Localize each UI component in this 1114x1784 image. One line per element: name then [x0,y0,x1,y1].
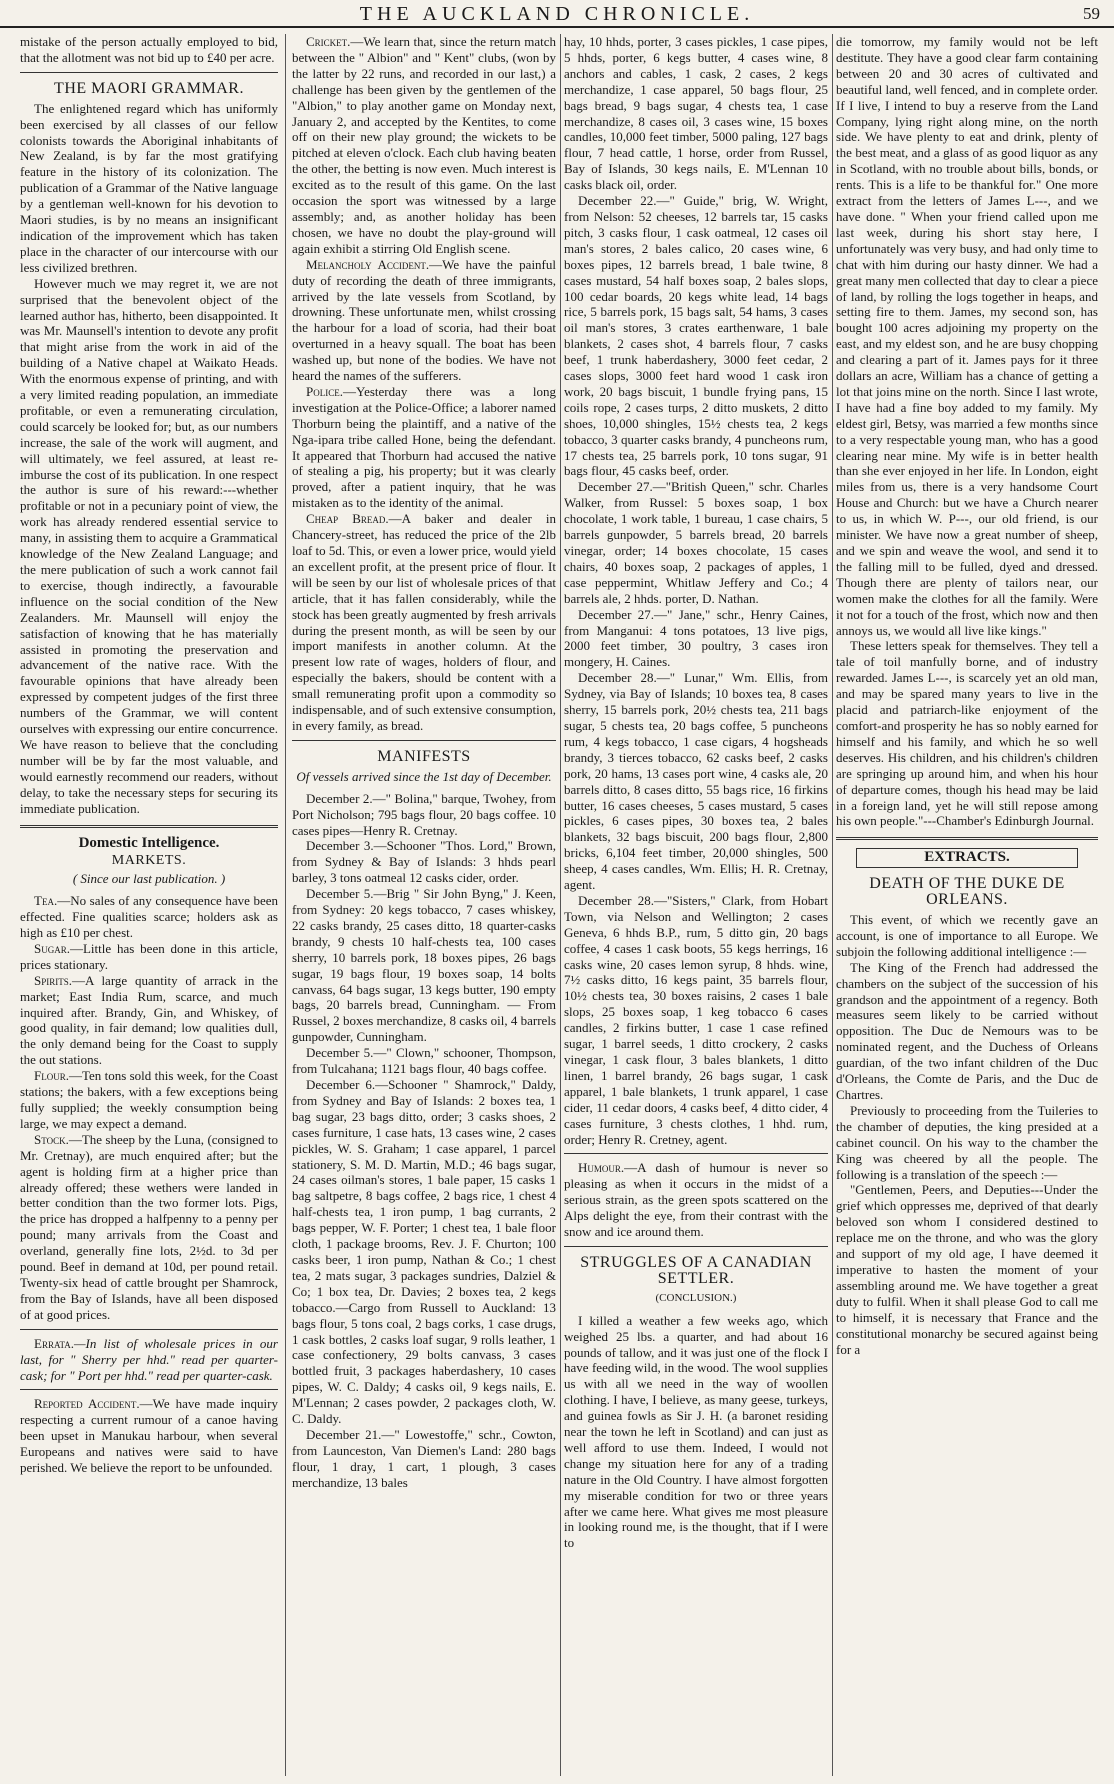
masthead [0,0,1114,28]
column-rule-1 [285,34,286,1776]
reported-accident-notice: Reported Accident.—We have made inquiry respecting a current rumour of a canoe having been upset in Manukau harbour, when several Europeans and natives were said to have perished. We believe the report to be unfounded. [20,1396,278,1476]
section-divider [20,825,278,828]
column-2 [292,34,556,1776]
manifest-entry: December 21.—" Lowestoffe," schr., Cowton, from Launceston, Van Diemen's Land: 280 bags flour, 1 dray, 1 cart, 1 plough, 3 cases merchandize, 13 bales [292,1426,556,1490]
duke-orleans-heading: DEATH OF THE DUKE DE ORLEANS. [869,875,1065,909]
duke-orleans-paragraph-3: Previously to proceeding from the Tuileries to the chamber of deputies, the king presided at a cabinet council. On his way to the chamber the King was cheered by all the people. The following is a translation of the speech :— [836,1102,1098,1182]
melancholy-accident-notice: Melancholy Accident.—We have the painful duty of recording the death of three immigrants, arrived by the late vessels from Scotland, by drowning. These unfortunate men, whilst crossing the harbour for a load of scoria, had their boat overturned in a heavy squall. The boat has been washed up, but none of the bodies. We have not heard the names of the sufferers. [292,256,556,384]
domestic-intelligence-heading: Domestic Intelligence. [78,834,220,851]
manifest-entry: December 3.—Schooner "Thos. Lord," Brown, from Sydney & Bay of Islands: 3 hhds pearl barley, 3 tons oatmeal 12 casks cider, order. [292,838,556,886]
divider [20,1329,278,1330]
market-item-tea: Tea.—No sales of any consequence have been effected. Fine qualities scarce; holders ask as high as £10 per chest. [20,893,278,941]
duke-orleans-paragraph-2: The King of the French had addressed the chambers on the subject of the succession of his grandson and the appointment of a regency. Both measures seem likely to be carried without opposition. The Duc de Nemours was to be nominated regent, and the Duchess of Orleans guardian, of the two infant children of the Duc d'Orleans, the Comte de Paris, and the Duc de Chartres. [836,959,1098,1102]
maori-grammar-paragraph-2: However much we may regret it, we are not surprised that the benevolent object of the learned author has, hitherto, been disappointed. It was Mr. Maunsell's intention to devote any profit that might arise from the work in aid of the building of a Native chapel at Waikato Heads. With the enormous expense of printing, and with a very limited reading population, an immediate profitable, or even a remunerating circulation, could scarcely be looked for; but, as our numbers increase, the sale of the work will augment, and will ultimately, we feel assured, at least re-imburse the cost of its publication. In one respect the author is sure of his reward:---whether profitable or not in a pecuniary point of view, the work has already rendered essential service to many, in assisting them to acquire a Grammatical knowledge of the New Zealand Language; and the mere publication of such a work cannot fail to exercise, though indirectly, a favourable influence on the social condition of the New Zealanders. Mr. Maunsell will enjoy the satisfaction of knowing that he has materially assisted in promoting the preservation and advancement of the native race. With the favourable opinions that have already been expressed by competent judges of the first three numbers of the Grammar, we will content ourselves with expressing our entire concurrence. We have reason to believe that the concluding number will be by far the most valuable, and would earnestly recommend our readers, without delay, to take the necessary steps for securing its immediate publication. [20,275,278,816]
canadian-settler-paragraph: I killed a weather a few weeks ago, which weighed 25 lbs. a quarter, and had about 16 pounds of tallow, and it was just one of the flock I have feeding wild, in the wood. The wool supplies us with all we need in the way of woollen clothing. I have, I believe, as many geese, turkeys, and guinea fowls as Sir J. H. (a baronet residing near the town he left in Scotland) and can just as well afford to use them. Indeed, I would not change my situation here for any of a trading nature in the Old Country. I have almost forgotten my miserable condition for two or three years after we came here. What gives me most pleasure in looking round me, is the thought, that if I were to [564,1312,828,1551]
divider [564,1153,828,1154]
maori-grammar-heading: THE MAORI GRAMMAR. [54,79,244,97]
divider [20,72,278,73]
article-continuation: mistake of the person actually employed to bid, that the allotment was not bid up to £40 per acre. [20,34,278,65]
divider [564,1246,828,1247]
manifest-entry: December 5.—" Clown," schooner, Thompson, from Tulcahana; 1121 bags flour, 40 bags coffee. [292,1045,556,1077]
duke-orleans-paragraph-1: This event, of which we recently gave an account, is one of importance to all Europe. We subjoin the following additional intelligence :— [836,912,1098,959]
market-item-flour: Flour.—Ten tons sold this week, for the Coast stations; the bakers, with a few exceptions being fully supplied; the weekly consumption being large, we may expect a demand. [20,1068,278,1131]
manifest-entry: December 28.—" Lunar," Wm. Ellis, from Sydney, via Bay of Islands; 10 boxes tea, 8 cases sherry, 15 barrels pork, 20½ chests tea, 211 bags sugar, 5 chests tea, 20 bags coffee, 5 puncheons rum, 4 kegs tobacco, 1 case cigars, 4 hogsheads brandy, 3 tierces tobacco, 62 casks beef, 2 casks pork, 20 hams, 13 cases port wine, 4 casks ale, 20 barrels ditto, 8 cases ditto, 55 bags rice, 16 firkins butter, 16 cases cheeses, 5 cases mustard, 5 cases pickles, 6 cases pipes, 30 boxes tea, 2 bales blankets, 32 bags biscuit, 200 bags flour, 2,800 bricks, 6,104 feet timber, 20,000 shingles, 500 sheep, 4 cases candles, Wm. Ellis; H. R. Cretnay, agent. [564,670,828,893]
column-1 [20,34,278,1776]
manifest-entry: December 6.—Schooner " Shamrock," Daldy, from Sydney and Bay of Islands: 2 boxes tea, 1 bag sugar, 23 bags ditto, order; 3 casks shoes, 2 cases furniture, 1 case hats, 13 cases wine, 2 cases pickles, W. S. Graham; 1 case apparel, 1 parcel stationery, S. M. D. Martin, M.D.; 46 bags sugar, 24 cases oilman's stores, 1 bale paper, 15 casks 1 bag saltpetre, 8 bags coffee, 2 bags rice, 1 chest 4 half-chests tea, 1 iron pump, 1 bag currants, 2 bags pepper, W. F. Porter; 1 chest tea, 1 bale floor cloth, 1 package brooms, Rev. J. F. Churton; 100 casks beer, 1 iron pump, Nathan & Co.; 1 chest tea, 2 mats sugar, 3 packages sundries, Dalziel & Co; 1 box tea, Dr. Davies; 2 boxes tea, 2 kegs tobacco.—Cargo from Russell to Auckland: 13 bags flour, 5 tons coal, 2 bags corks, 1 case drugs, 1 cask bottles, 2 casks loaf sugar, 9 rolls leather, 1 case confectionery, 29 bolts canvass, 3 cases bottled fruit, 3 packages haberdashery, 10 cases pipes, W. C. Daldy; 4 casks oil, 9 kegs nails, E. M'Lennan; 2 cases powder, 2 packages cloth, W. C. Daldy. [292,1077,556,1427]
market-item-sugar: Sugar.—Little has been done in this article, prices stationary. [20,940,278,972]
page-number: 59 [1083,4,1100,23]
manifest-entry-continued: hay, 10 hhds, porter, 3 cases pickles, 1 case pipes, 5 hhds, porter, 6 kegs butter, 4 cases wine, 8 anchors and cables, 1 cask, 2 cases, 2 kegs merchandize, 1 case apparel, 50 bags flour, 25 bags bread, 9 bags sugar, 4 chests tea, 1 case merchandize, 8 cases oil, 3 cases wine, 15 boxes candles, 10,000 feet timber, 5000 paling, 127 bags flour, 7 head cattle, 1 horse, order from Russel, Bay of Islands, 30 kegs nails, E. M'Lennan 10 casks black oil, order. [564,34,828,193]
duke-orleans-paragraph-4: "Gentlemen, Peers, and Deputies---Under the grief which oppresses me, deprived of that dearly beloved son whom I considered destined to replace me on the throne, and who was the glory and support of my old age, I have deemed it imperative to hasten the moment of your assembling around me. We have together a great duty to fulfil. When it shall please God to call me to himself, it is necessary that France and the constitutional monarchy be secured against being for a [836,1182,1098,1357]
manifest-entry: December 22.—" Guide," brig, W. Wright, from Nelson: 52 cheeses, 12 barrels tar, 15 casks pitch, 3 casks flour, 1 cask oatmeal, 12 cases oil man's stores, 2 bales calico, 20 cases wine, 6 boxes pipes, 12 barrels bread, 1 bale twine, 8 cases mustard, 54 half boxes soap, 2 bales slops, 100 cedar boards, 20 kegs white lead, 14 bags rice, 5 barrels pork, 15 bags salt, 54 hams, 3 cases oil man's stores, 3 crates earthenware, 1 bale blankets, 2 cases shot, 4 barrels flour, 7 casks beef, 1 trunk haberdashery, 3000 feet cedar, 2 cases slops, 3000 feet hard wood 1 cask iron work, 20 bags biscuit, 1 bundle frying pans, 15 coils rope, 2 cases turps, 2 ditto muskets, 2 ditto shoes, 10,000 shingles, 15½ chests tea, 2 kegs tobacco, 3 quarter casks brandy, 4 puncheons rum, 17 chests tea, 25 barrels pork, 10 tons sugar, 91 bags flour, 45 casks beef, order. [564,193,828,479]
errata-notice: Errata.—In list of wholesale prices in our last, for " Sherry per hhd." read per quarter-cask; for " Port per hhd." read per quarter-cask. [20,1335,278,1383]
market-item-spirits: Spirits.—A large quantity of arrack in the market; East India Rum, scarce, and much inquired after. Brandy, Gin, and Whiskey, of good quality, in fair demand; low qualities dull, the only demand being for the Coast to supply the out stations. [20,972,278,1068]
manifest-entry: December 27.—" Jane," schr., Henry Caines, from Manganui: 4 tons potatoes, 13 live pigs, 2000 feet timber, 30 poultry, 3 cases iron mongery, H. Caines. [564,606,828,670]
column-rule-3 [832,34,833,1776]
maori-grammar-paragraph-1: The enlightened regard which has uniformly been exercised by all classes of our fellow colonists towards the Aboriginal inhabitants of New Zealand, is by far the most gratifying feature in the history of its colonization. The publication of a Grammar of the Native language by a gentleman well-known for his devotion to Maori studies, is by no means an insignificant indication of the improvement which has taken place in the character of our intercourse with our less civilized brethren. [20,100,278,275]
canadian-settler-paragraph-2: These letters speak for themselves. They tell a tale of toil manfully borne, and of industry rewarded. James L---, is scarcely yet an old man, and may be spared many years to live in the placid and patriarch-like enjoyment of the comfort-and prosperity he has so nobly earned for himself and his family, and which he so well deserves. His children, and his children's children are springing up around him, and when his hour of departure comes, though his head may be laid in a foreign land, yet he will still repose among his own people."---Chamber's Edinburgh Journal. [836,638,1098,829]
canadian-settler-subheading: (CONCLUSION.) [655,1291,737,1304]
manifest-entry: December 5.—Brig " Sir John Byng," J. Keen, from Sydney: 20 kegs tobacco, 7 cases whiskey, 22 casks brandy, 25 cases ditto, 18 quarter-casks brandy, 9 chests 10 half-chests tea, 100 cases sherry, 10 barrels pork, 18 boxes pipes, 26 bags sugar, 19 bags flour, 19 boxes soap, 14 bolts canvass, 64 bags sugar, 13 kegs butter, 190 empty bags, 20 barrels bread, Cunningham. — From Russel, 2 boxes merchandize, 8 casks oil, 4 barrels gunpowder, Cunningham. [292,886,556,1045]
manifest-entry: December 27.—"British Queen," schr. Charles Walker, from Russel: 5 boxes soap, 1 box chocolate, 1 work table, 1 bureau, 1 case chairs, 5 barrels gunpowder, 5 barrels bread, 20 barrels vinegar, order; 14 boxes chocolate, 15 cases chairs, 40 boxes soap, 2 packages of apples, 1 case peppermint, Whitlaw Jeffery and Co.; 4 barrels ale, 2 hhds. porter, D. Nathan. [564,479,828,606]
manifest-entry: December 2.—" Bolina," barque, Twohey, from Port Nicholson; 795 bags flour, 20 bags coffee. 10 cases pipes—Henry R. Cretnay. [292,790,556,838]
section-divider [836,837,1098,840]
markets-heading: MARKETS. [111,853,187,869]
humour-notice: Humour.—A dash of humour is never so pleasing as when it occurs in the midst of a serious strain, as the green spots scattered on the Alps delight the eye, from their contrast with the snow and ice around them. [564,1160,828,1240]
canadian-settler-heading: STRUGGLES OF A CANADIAN SETTLER. [580,1253,812,1287]
canadian-settler-continued: die tomorrow, my family would not be left destitute. They have a good clear farm containing between 20 and 30 acres of cultivated and beautiful land, well fenced, and in complete order. If I live, I intend to buy a reserve from the Land Company, lying right along mine, on the north side. We have plenty to eat and drink, plenty of the best meat, and a glass of as good liquor as any in Scotland, with no trouble about bills, bonds, or rents. This is a life to be thankful for." One more extract from the letters of James L---, and we have done. " When your friend called upon me last week, during his short stay here, I unfortunately was very busy, and had only time to chat with him during our hasty dinner. We had a great many men collected that day to clear a piece of land, by rolling the logs together in heaps, and setting fire to them. James, my second son, has bought 100 acres adjoining my property on the east, and my eldest son, and he are busy chopping and clearing a part of it. James pays for it three dollars an acre, William has a chance of getting a lot that joins mine on the north. Since I last wrote, I have had a fine boy added to my family. My eldest girl, Betsy, was married a few months since to a very respectable young man, who has a good clearing near mine. My wife is in better health than she ever enjoyed in her life. In London, eight miles from us, there is a very handsome Court House and Church: but we have a Church nearer to us, in which W. P---, our old friend, is our minister. We have now a great number of sheep, and we spin and weave the wool, and send it to the falling mill to be fulled, dyed and dressed. Though there are plenty of tailors near, our women make the clothes for all the family. Were it not for a touch of the frost, which now and then annoys us, we would all live like kings." [836,34,1098,638]
manifests-subheading: Of vessels arrived since the 1st day of December. [296,768,552,784]
police-notice: Police.—Yesterday there was a long investigation at the Police-Office; a laborer named Thorburn being the plaintiff, and a native of the Nga-ipara tribe called Hone, being the defendant. It appeared that Thorburn had accused the native of stealing a pig, his property; but it was clearly proved, after a patient inquiry, that he was mistaken as to the identity of the animal. [292,383,556,511]
divider [292,740,556,741]
extracts-heading: EXTRACTS. [856,848,1078,868]
market-item-stock: Stock.—The sheep by the Luna, (consigned to Mr. Cretnay), are much enquired after; but the agent is holding firm at a higher price than already offered; these wethers were landed in better condition than the two former lots. Pigs, the price has dropped a halfpenny to a penny per pound; many arrivals from the Coast and overland, generally fine lots, 2½d. to 3d per pound. Beef in demand at 10d, per pound retail. Twenty-six head of cattle brought per Shamrock, from the Bay of Islands, have all been disposed of at good prices. [20,1131,278,1322]
column-4 [836,34,1098,1776]
column-3 [564,34,828,1776]
cricket-notice: Cricket.—We learn that, since the return match between the " Albion" and " Kent" clubs, (won by the latter by 22 runs, and recorded in our last,) a challenge has been given by the gentlemen of the "Albion," to play another game on Monday next, January 2, and accepted by the Kentites, to come off on their new play ground; the wickets to be pitched at eleven o'clock. Each club having beaten the other, the betting is now even. Much interest is excited as to the result of this game. On the last occasion the sport was witnessed by a large assembly; and, as another holiday has been chosen, we have no doubt the play-ground will again exhibit a stirring Old English scene. [292,34,556,256]
newspaper-title: THE AUCKLAND CHRONICLE. [359,3,755,25]
cheap-bread-notice: Cheap Bread.—A baker and dealer in Chancery-street, has reduced the price of the 2lb loaf to 5d. This, or even a lower price, would yield an excellent profit, at the present price of flour. It will be seen by our list of wholesale prices of that article, that it has fallen considerably, while the stock has been greatly augmented by fresh arrivals during the present month, as will be seen by our import manifests in another column. At the present low rate of wages, holders of flour, and especially the bakers, should be content with a small remunerating profit upon a commodity so indispensable, and of such extensive consumption, in every family, as bread. [292,511,556,733]
markets-subheading: ( Since our last publication. ) [72,871,226,887]
divider [20,1389,278,1390]
column-rule-2 [560,34,561,1776]
manifest-entry: December 28.—"Sisters," Clark, from Hobart Town, via Nelson and Wellington; 2 cases Geneva, 6 hhds B.P., rum, 5 ditto gin, 20 bags coffee, 4 cases 1 cask boots, 55 kegs herrings, 16 casks wine, 20 cases lemon syrup, 8 hhds. wine, 7½ casks ditto, 16 kegs paint, 35 barrels flour, 10½ chests tea, 30 boxes raisins, 2 cases 1 bale slops, 25 boxes soap, 1 keg tobacco 6 cases candles, 2 firkins butter, 1 case 1 case refined sugar, 1 barrel seeds, 1 ditto crockery, 2 casks vinegar, 1 cask flour, 3 bales blankets, 1 ditto linen, 1 barrel brandy, 26 bags sugar, 1 cask apparel, 1 bale blankets, 1 trunk apparel, 1 case cider, 11 cedar doors, 4 casks beef, 4 ditto cider, 4 cases furniture, 3 chests clothes, 1 hhd. rum, order; Henry R. Cretney, agent. [564,892,828,1147]
manifests-heading: MANIFESTS [377,747,471,765]
